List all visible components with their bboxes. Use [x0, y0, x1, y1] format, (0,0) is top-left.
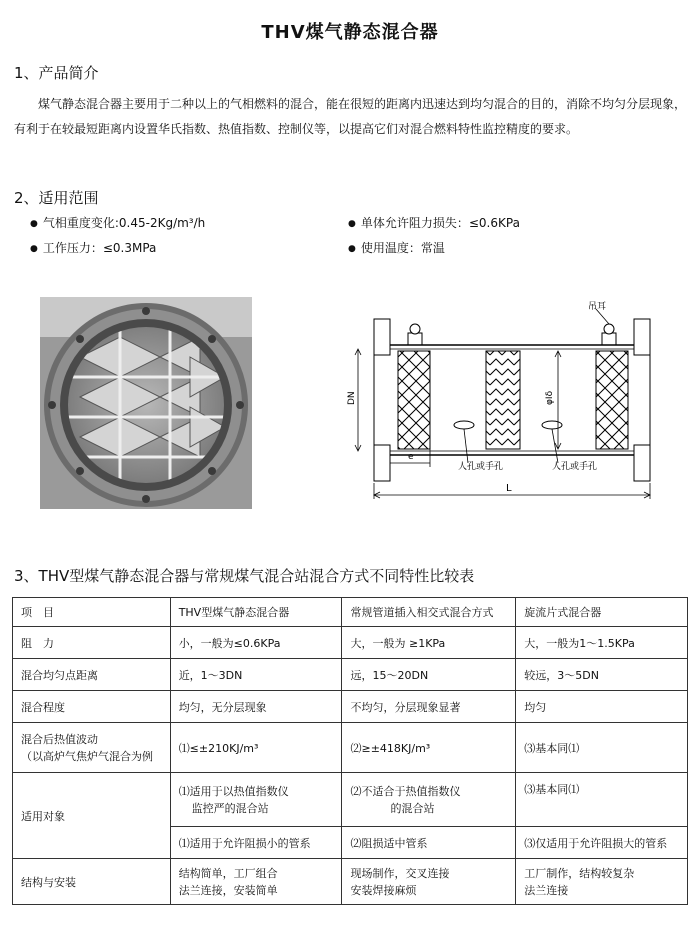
table-cell: 近，1～3DN	[170, 659, 342, 691]
cell-line: 工厂制作，结构较复杂	[524, 866, 635, 880]
table-row	[13, 723, 688, 773]
table-cell: 较远，3～5DN	[516, 659, 688, 691]
lug-label: 吊耳	[588, 302, 607, 312]
cell-line: 安装焊接麻烦	[350, 883, 417, 897]
table-cell: ⑶基本同⑴	[516, 773, 688, 827]
table-cell: 大，一般为 ≥1KPa	[342, 627, 516, 659]
cell-line: 监控严的混合站	[191, 801, 269, 815]
table-cell: 远，15～20DN	[342, 659, 516, 691]
cell-line: ⑵不适合于热值指数仪	[350, 784, 461, 798]
table-cell	[516, 859, 688, 905]
table-cell: ⑵≥±418KJ/m³	[342, 723, 516, 773]
comparison-table	[12, 597, 688, 905]
manhole-label-1: 人孔或手孔	[458, 462, 504, 472]
table-row	[13, 859, 688, 905]
table-cell	[170, 773, 342, 827]
intro-paragraph: 煤气静态混合器主要用于二种以上的气相燃料的混合，能在很短的距离内迅速达到均匀混合的目的，消除不均匀分层现象，有利于在较最短距离内设置华氏指数、热值指数、控制仪等，以提高它们对混合燃料特性监控精度的要求。	[14, 97, 687, 136]
row-label: 阻 力	[13, 627, 171, 659]
phi-label: φIδ	[545, 390, 555, 405]
section-heading-comparison: 3、THV型煤气静态混合器与常规煤气混合站混合方式不同特性比较表	[14, 567, 475, 585]
table-row	[13, 627, 688, 659]
cell-line: 现场制作，交叉连接	[350, 866, 450, 880]
row-label	[13, 723, 171, 773]
product-photo	[40, 297, 252, 509]
table-row	[13, 691, 688, 723]
table-cell: ⑴适用于允许阻损小的管系	[170, 827, 342, 859]
table-cell: ⑶基本同⑴	[516, 723, 688, 773]
table-cell: 不均匀，分层现象显著	[342, 691, 516, 723]
header-cell: 常规管道插入相交式混合方式	[342, 598, 516, 627]
dn-label: DN	[347, 391, 357, 405]
mixer-diagram	[346, 297, 666, 509]
table-cell: ⑶仅适用于允许阻损大的管系	[516, 827, 688, 859]
cell-line: 结构简单，工厂组合	[178, 866, 278, 880]
e-label: e	[408, 452, 414, 462]
table-row	[13, 659, 688, 691]
cell-line: ⑴适用于以热值指数仪	[178, 784, 289, 798]
table-cell: ⑴≤±210KJ/m³	[170, 723, 342, 773]
table-cell	[170, 859, 342, 905]
cell-line: 法兰连接，安装简单	[178, 883, 278, 897]
page-title: THV煤气静态混合器	[261, 22, 439, 43]
header-cell: THV型煤气静态混合器	[170, 598, 342, 627]
row-label: 结构与安装	[13, 859, 171, 905]
table-cell: 小，一般为≤0.6KPa	[170, 627, 342, 659]
row-label: 混合程度	[13, 691, 171, 723]
row-label-line: （以高炉气焦炉气混合为例	[21, 749, 153, 763]
section-heading-intro: 1、产品简介	[14, 64, 99, 82]
cell-line: 的混合站	[390, 801, 435, 815]
manhole-label-2: 人孔或手孔	[552, 462, 598, 472]
row-label: 适用对象	[13, 773, 171, 859]
table-cell: 大，一般为1～1.5KPa	[516, 627, 688, 659]
table-cell: 均匀	[516, 691, 688, 723]
row-label-line: 混合后热值波动	[21, 732, 98, 746]
header-cell: 项 目	[13, 598, 171, 627]
spec-resistance: ● 单体允许阻力损失：≤0.6KPa	[348, 214, 520, 231]
table-cell	[342, 859, 516, 905]
table-cell: ⑵阻损适中管系	[342, 827, 516, 859]
length-label: L	[506, 483, 512, 494]
cell-line: 法兰连接	[524, 883, 569, 897]
table-cell	[342, 773, 516, 827]
header-cell: 旋流片式混合器	[516, 598, 688, 627]
table-header-row	[13, 598, 688, 627]
section-heading-scope: 2、适用范围	[14, 189, 99, 207]
row-label: 混合均匀点距离	[13, 659, 171, 691]
table-row	[13, 773, 688, 827]
spec-temperature: ● 使用温度：常温	[348, 239, 445, 256]
spec-pressure: ● 工作压力：≤0.3MPa	[30, 239, 156, 256]
table-cell: 均匀，无分层现象	[170, 691, 342, 723]
spec-density: ● 气相重度变化:0.45-2Kg/m³/h	[30, 214, 205, 231]
